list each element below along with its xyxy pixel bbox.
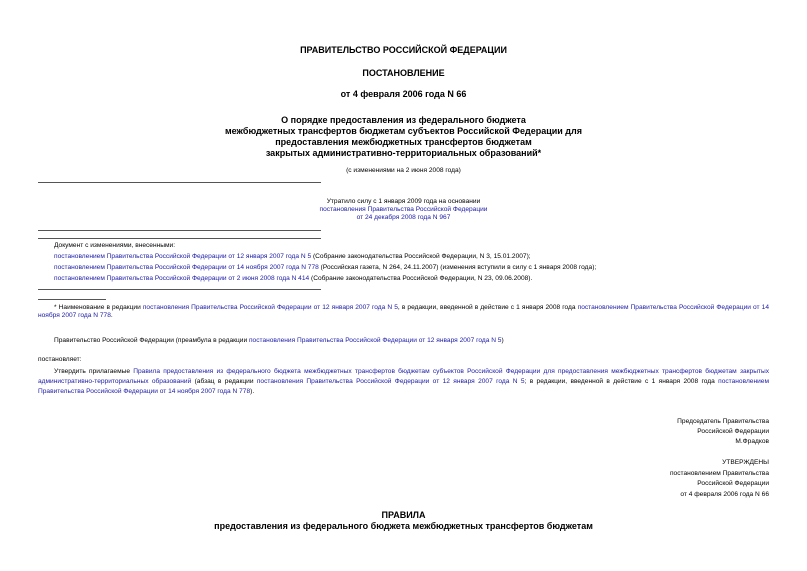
signature-name: М.Фрадков (735, 438, 769, 445)
approve-text: Утвердить прилагаемые (54, 368, 134, 375)
amendment-source: (Собрание законодательства Российской Федерации, N 23, 09.06.2008). (309, 275, 533, 282)
rules-subtitle: предоставления из федерального бюджета межбюджетных трансфертов бюджетам (214, 521, 593, 531)
divider (38, 289, 321, 290)
approved-block (560, 458, 769, 500)
approve-link[interactable]: постановления Правительства Российской Федерации от 12 января 2007 года N 5 (256, 378, 525, 385)
signature-country: Российской Федерации (697, 428, 769, 435)
footnote-text: . (110, 312, 113, 319)
document-title (0, 115, 807, 159)
approve-paragraph (38, 367, 769, 397)
approved-date: от 4 февраля 2006 года N 66 (680, 490, 769, 498)
amendment-link[interactable]: постановлением Правительства Российской Федерации от 2 июня 2008 года N 414 (54, 275, 310, 282)
approved-by: постановлением Правительства (669, 469, 769, 477)
government-heading: ПРАВИТЕЛЬСТВО РОССИЙСКОЙ ФЕДЕРАЦИИ (300, 45, 507, 55)
lost-force-link[interactable]: постановления Правительства Российской Федерации (319, 206, 488, 213)
amendment-item (54, 253, 596, 261)
rules-title: ПРАВИЛА (381, 510, 426, 520)
preamble (54, 337, 504, 345)
amendment-link[interactable]: постановлением Правительства Российской Федерации от 14 ноября 2007 года N 778 (54, 264, 319, 271)
signature-position: Председатель Правительства (677, 418, 769, 425)
approve-text: ). (250, 388, 255, 395)
lost-force-note (0, 198, 807, 222)
divider (38, 238, 321, 239)
signature-block (560, 417, 769, 447)
amendment-link[interactable]: постановлением Правительства Российской Федерации от 12 января 2007 года N 5 (54, 253, 312, 260)
footnote-text: * Наименование в редакции (54, 304, 143, 311)
approve-link[interactable]: постановлением Правительства Российской Федерации от 14 ноября 2007 года N 778 (38, 378, 769, 395)
lost-force-link-date[interactable]: от 24 декабря 2008 года N 967 (356, 214, 451, 221)
preamble-link[interactable]: постановления Правительства Российской Федерации от 12 января 2007 года N 5 (248, 337, 502, 344)
amendment-source: (Собрание законодательства Российской Федерации, N 3, 15.01.2007); (311, 253, 531, 260)
amendment-item (54, 264, 596, 272)
approve-text: (абзац в редакции (191, 378, 257, 385)
rules-link[interactable]: Правила предоставления из федерального бюджета межбюджетных трансфертов бюджетам субъектов Российской Федерации для предоставления межбюджетных трансфертов бюджетам закрытых административно-территориальных образований (38, 368, 769, 385)
lost-force-text: Утратило силу с 1 января 2009 года на основании (326, 198, 481, 205)
approved-country: Российской Федерации (697, 480, 769, 487)
edition-note: (с изменениями на 2 июня 2008 года) (346, 167, 461, 174)
amendment-item (54, 275, 596, 283)
amendment-source: (Российская газета, N 264, 24.11.2007) (изменения вступили в силу с 1 января 2008 года); (318, 264, 597, 271)
footnote-link[interactable]: постановления Правительства Российской Федерации от 12 января 2007 года N 5 (142, 304, 398, 311)
preamble-text: ) (501, 337, 504, 344)
footnote-link[interactable]: постановлением Правительства Российской Федерации от 14 ноября 2007 года N 778 (38, 304, 769, 319)
approve-text: ; в редакции, введенной в действие с 1 января 2008 года (524, 378, 719, 385)
divider (38, 182, 321, 183)
divider (38, 230, 321, 231)
footnote (38, 304, 769, 320)
preamble-text: Правительство Российской Федерации (преамбула в редакции (54, 337, 249, 344)
document-type: ПОСТАНОВЛЕНИЕ (362, 68, 445, 78)
title-line: закрытых административно-территориальных образований* (265, 148, 542, 158)
title-line: О порядке предоставления из федерального бюджета (281, 115, 526, 125)
amendments-intro: Документ с изменениями, внесенными: (54, 242, 176, 249)
amendments-block (54, 242, 596, 283)
resolves-text: постановляет: (38, 356, 82, 363)
title-line: межбюджетных трансфертов бюджетам субъектов Российской Федерации для (224, 126, 582, 136)
approved-heading: УТВЕРЖДЕНЫ (722, 459, 769, 466)
footnote-text: , в редакции, введенной в действие с 1 января 2008 года (397, 304, 578, 311)
title-line: предоставления межбюджетных трансфертов бюджетам (275, 137, 532, 147)
footnote-divider (38, 299, 106, 300)
document-date-number: от 4 февраля 2006 года N 66 (340, 89, 467, 99)
